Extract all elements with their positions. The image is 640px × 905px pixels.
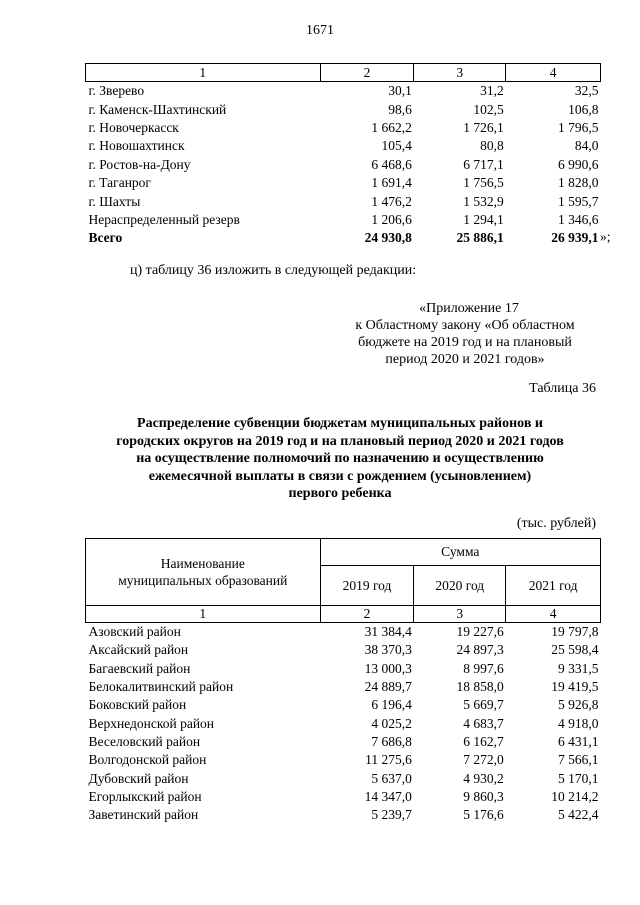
- value-2020: 31,2: [480, 83, 504, 99]
- value-2020: 5 669,7: [463, 697, 504, 713]
- value-2021: 7 566,1: [558, 752, 599, 768]
- header-year: 2019 год: [320, 566, 414, 606]
- value-2019: 24 889,7: [364, 679, 412, 695]
- header-year: 2020 год: [414, 566, 506, 606]
- value-2020: 1 294,1: [463, 211, 504, 227]
- units-label: (тыс. рублей): [516, 516, 596, 531]
- municipality-name: Нераспределенный резерв: [88, 211, 240, 227]
- municipality-name: Азовский район: [88, 624, 181, 640]
- value-2020: 18 858,0: [456, 679, 504, 695]
- appendix-line: к Областному закону «Об областном: [355, 318, 575, 333]
- value-2020: 9 860,3: [463, 788, 504, 804]
- col-number: 3: [414, 64, 506, 82]
- col-number: 2: [320, 606, 414, 623]
- table-title: [60, 415, 620, 503]
- table-row: [86, 211, 601, 229]
- value-2019: 30,1: [388, 83, 412, 99]
- appendix-line: «Приложение 17: [419, 301, 519, 316]
- value-2019: 31 384,4: [364, 624, 412, 640]
- value-2020: 1 726,1: [463, 119, 504, 135]
- value-2021: 32,5: [574, 83, 599, 99]
- col-number: 1: [86, 64, 321, 82]
- value-2021: 1 346,6: [558, 211, 599, 227]
- appendix-reference: [330, 300, 600, 368]
- title-line: городских округов на 2019 год и на плановый период 2020 и 2021 годов: [116, 433, 564, 449]
- table-row: [86, 82, 601, 101]
- page-number: 1671: [306, 23, 334, 38]
- municipality-name: г. Новошахтинск: [88, 138, 185, 154]
- value-2021: 26 939,1: [551, 230, 599, 246]
- value-2021: 19 419,5: [551, 679, 599, 695]
- value-2020: 4 930,2: [463, 770, 504, 786]
- value-2021: 6 990,6: [558, 156, 599, 172]
- table-row: [86, 806, 601, 824]
- value-2019: 105,4: [381, 138, 412, 154]
- header-municipality: Наименование муниципальных образований: [86, 539, 321, 606]
- municipality-name: Багаевский район: [88, 660, 191, 676]
- value-2020: 6 162,7: [463, 733, 504, 749]
- value-2019: 6 468,6: [371, 156, 412, 172]
- value-2021: 5 170,1: [558, 770, 599, 786]
- table-row: [86, 156, 601, 174]
- appendix-line: период 2020 и 2021 годов»: [385, 352, 545, 367]
- table-row: [86, 788, 601, 806]
- value-2019: 98,6: [388, 101, 412, 117]
- value-2021: 6 431,1: [558, 733, 599, 749]
- table-row: [86, 696, 601, 714]
- municipality-name: г. Таганрог: [88, 175, 151, 191]
- table-row: [86, 733, 601, 751]
- municipality-name: Веселовский район: [88, 733, 201, 749]
- value-2019: 13 000,3: [364, 660, 412, 676]
- municipality-name: г. Каменск-Шахтинский: [88, 101, 227, 117]
- value-2021: 5 926,8: [558, 697, 599, 713]
- municipality-name: Заветинский район: [88, 807, 199, 823]
- value-2019: 24 930,8: [364, 230, 412, 246]
- top-table-header-row: [86, 64, 601, 82]
- value-2021: 1 796,5: [558, 119, 599, 135]
- municipality-name: г. Новочеркасск: [88, 119, 179, 135]
- title-line: первого ребенка: [288, 486, 392, 501]
- table-row: [86, 623, 601, 642]
- value-2020: 102,5: [473, 101, 504, 117]
- value-2021: 10 214,2: [551, 788, 599, 804]
- municipality-name: Всего: [88, 230, 123, 246]
- municipality-name: Егорлыкский район: [88, 788, 202, 804]
- value-2019: 38 370,3: [364, 642, 412, 658]
- municipality-name: г. Зверево: [88, 83, 145, 99]
- municipality-name: г. Ростов-на-Дону: [88, 156, 191, 172]
- col-number: 3: [414, 606, 506, 623]
- municipality-name: г. Шахты: [88, 193, 141, 209]
- value-2020: 25 886,1: [456, 230, 504, 246]
- table-row: [86, 751, 601, 769]
- table-row: [86, 174, 601, 192]
- value-2020: 1 756,5: [463, 175, 504, 191]
- closing-quote: »;: [600, 229, 611, 244]
- value-2020: 24 897,3: [456, 642, 504, 658]
- value-2019: 7 686,8: [371, 733, 412, 749]
- title-line: на осуществление полномочий по назначению и осуществлению: [136, 451, 544, 466]
- table-row: [86, 137, 601, 155]
- value-2019: 5 637,0: [371, 770, 412, 786]
- header-year: 2021 год: [506, 566, 601, 606]
- value-2020: 5 176,6: [463, 807, 504, 823]
- value-2019: 14 347,0: [364, 788, 412, 804]
- value-2020: 8 997,6: [463, 660, 504, 676]
- value-2019: 1 662,2: [371, 119, 412, 135]
- value-2019: 4 025,2: [371, 715, 412, 731]
- value-2019: 6 196,4: [371, 697, 412, 713]
- col-number: 1: [86, 606, 321, 623]
- col-number: 2: [320, 64, 414, 82]
- value-2021: 1 828,0: [558, 175, 599, 191]
- value-2021: 1 595,7: [558, 193, 599, 209]
- value-2021: 106,8: [568, 101, 599, 117]
- top-table: [85, 63, 601, 248]
- municipality-name: Аксайский район: [88, 642, 189, 658]
- value-2019: 11 275,6: [365, 752, 412, 768]
- table-row: [86, 192, 601, 210]
- municipality-name: Дубовский район: [88, 770, 189, 786]
- title-line: ежемесячной выплаты в связи с рождением (усыновлением): [148, 468, 532, 484]
- value-2020: 7 272,0: [463, 752, 504, 768]
- municipality-name: Боковский район: [88, 697, 187, 713]
- instruction-text: ц) таблицу 36 изложить в следующей редакции:: [130, 263, 417, 278]
- subvention-table: [85, 538, 601, 824]
- table-row: [86, 100, 601, 118]
- table-row: [86, 769, 601, 787]
- value-2020: 4 683,7: [463, 715, 504, 731]
- header-sum: Сумма: [320, 539, 600, 566]
- value-2020: 6 717,1: [463, 156, 504, 172]
- col-number: 4: [506, 64, 601, 82]
- value-2021: 25 598,4: [551, 642, 599, 658]
- appendix-line: бюджете на 2019 год и на плановый: [358, 335, 572, 350]
- value-2021: 19 797,8: [551, 624, 599, 640]
- value-2020: 19 227,6: [456, 624, 504, 640]
- value-2019: 1 476,2: [371, 193, 412, 209]
- value-2020: 80,8: [480, 138, 504, 154]
- value-2021: 4 918,0: [558, 715, 599, 731]
- table-row: [86, 641, 601, 659]
- table-row: [86, 660, 601, 678]
- table-label: Таблица 36: [529, 381, 596, 396]
- municipality-name: Волгодонской район: [88, 752, 207, 768]
- table-row: [86, 119, 601, 137]
- title-line: Распределение субвенции бюджетам муниципальных районов и: [137, 416, 543, 431]
- total-row: [86, 229, 601, 247]
- municipality-name: Белокалитвинский район: [88, 679, 234, 695]
- table-row: [86, 678, 601, 696]
- col-number: 4: [506, 606, 601, 623]
- value-2019: 5 239,7: [371, 807, 412, 823]
- value-2019: 1 691,4: [371, 175, 412, 191]
- value-2021: 84,0: [574, 138, 599, 154]
- value-2021: 5 422,4: [558, 807, 599, 823]
- value-2019: 1 206,6: [371, 211, 412, 227]
- table-row: [86, 714, 601, 732]
- value-2021: 9 331,5: [558, 660, 599, 676]
- value-2020: 1 532,9: [463, 193, 504, 209]
- municipality-name: Верхнедонской район: [88, 715, 215, 731]
